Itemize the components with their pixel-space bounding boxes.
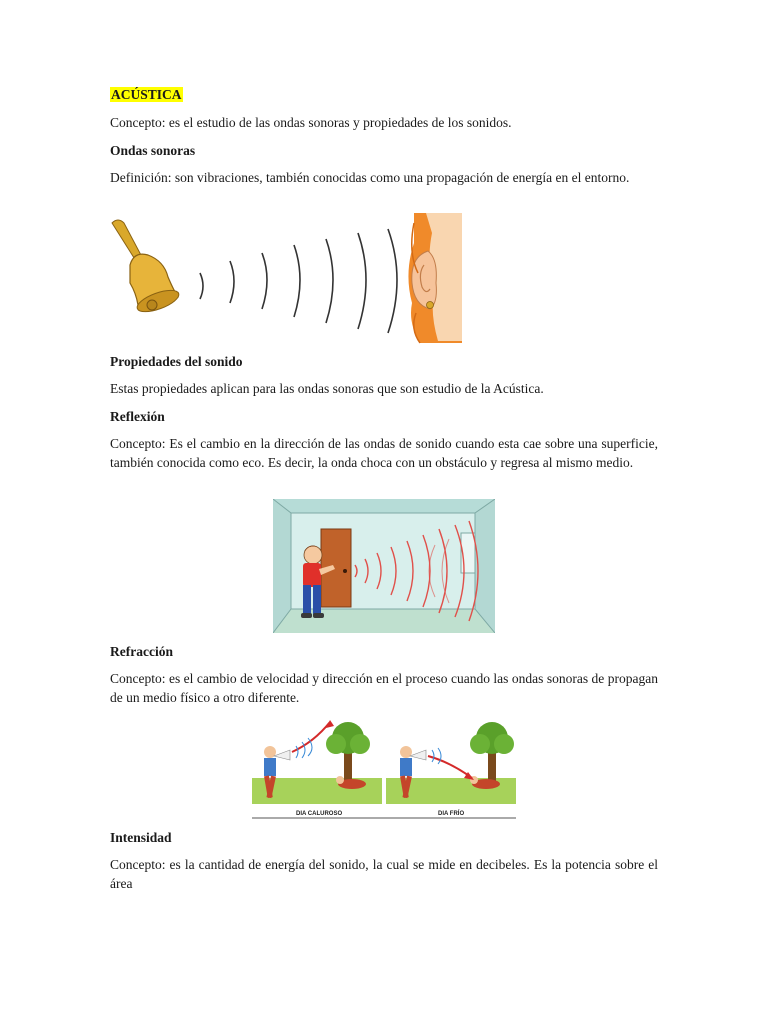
refraccion-heading: Refracción <box>110 644 173 659</box>
propiedades-heading: Propiedades del sonido <box>110 354 243 369</box>
intensidad-heading: Intensidad <box>110 830 172 845</box>
refraction-figure <box>250 716 518 822</box>
reflexion-text: Concepto: Es el cambio en la dirección de las ondas de sonido cuando esta cae sobre una superficie, también conocida como eco. Es decir, la onda choca con un obstáculo y regresa al mismo medio. <box>110 436 658 470</box>
propiedades-text: Estas propiedades aplican para las ondas sonoras que son estudio de la Acústica. <box>110 381 544 396</box>
ondas-definition: Definición: son vibraciones, también conocidas como una propagación de energía en el entorno. <box>110 170 630 185</box>
refraccion-text: Concepto: es el cambio de velocidad y dirección en el proceso cuando las ondas sonoras de propagan de un medio físico a otro diferente. <box>110 671 658 705</box>
intensidad-text: Concepto: es la cantidad de energía del sonido, la cual se mide en decibeles. Es la potencia sobre el área <box>110 857 658 891</box>
bell-waves-ear-figure <box>108 213 464 345</box>
page-title: ACÚSTICA <box>111 87 182 102</box>
reflexion-heading: Reflexión <box>110 409 165 424</box>
concepto-intro: Concepto: es el estudio de las ondas sonoras y propiedades de los sonidos. <box>110 115 512 130</box>
ondas-heading: Ondas sonoras <box>110 143 196 158</box>
reflection-echo-figure <box>273 499 495 633</box>
cold-day-panel <box>386 718 516 804</box>
cold-day-caption: DIA FRÍO <box>438 811 465 817</box>
title-line <box>110 86 658 105</box>
hot-day-panel <box>252 718 382 804</box>
hot-day-caption: DIA CALUROSO <box>296 811 343 817</box>
